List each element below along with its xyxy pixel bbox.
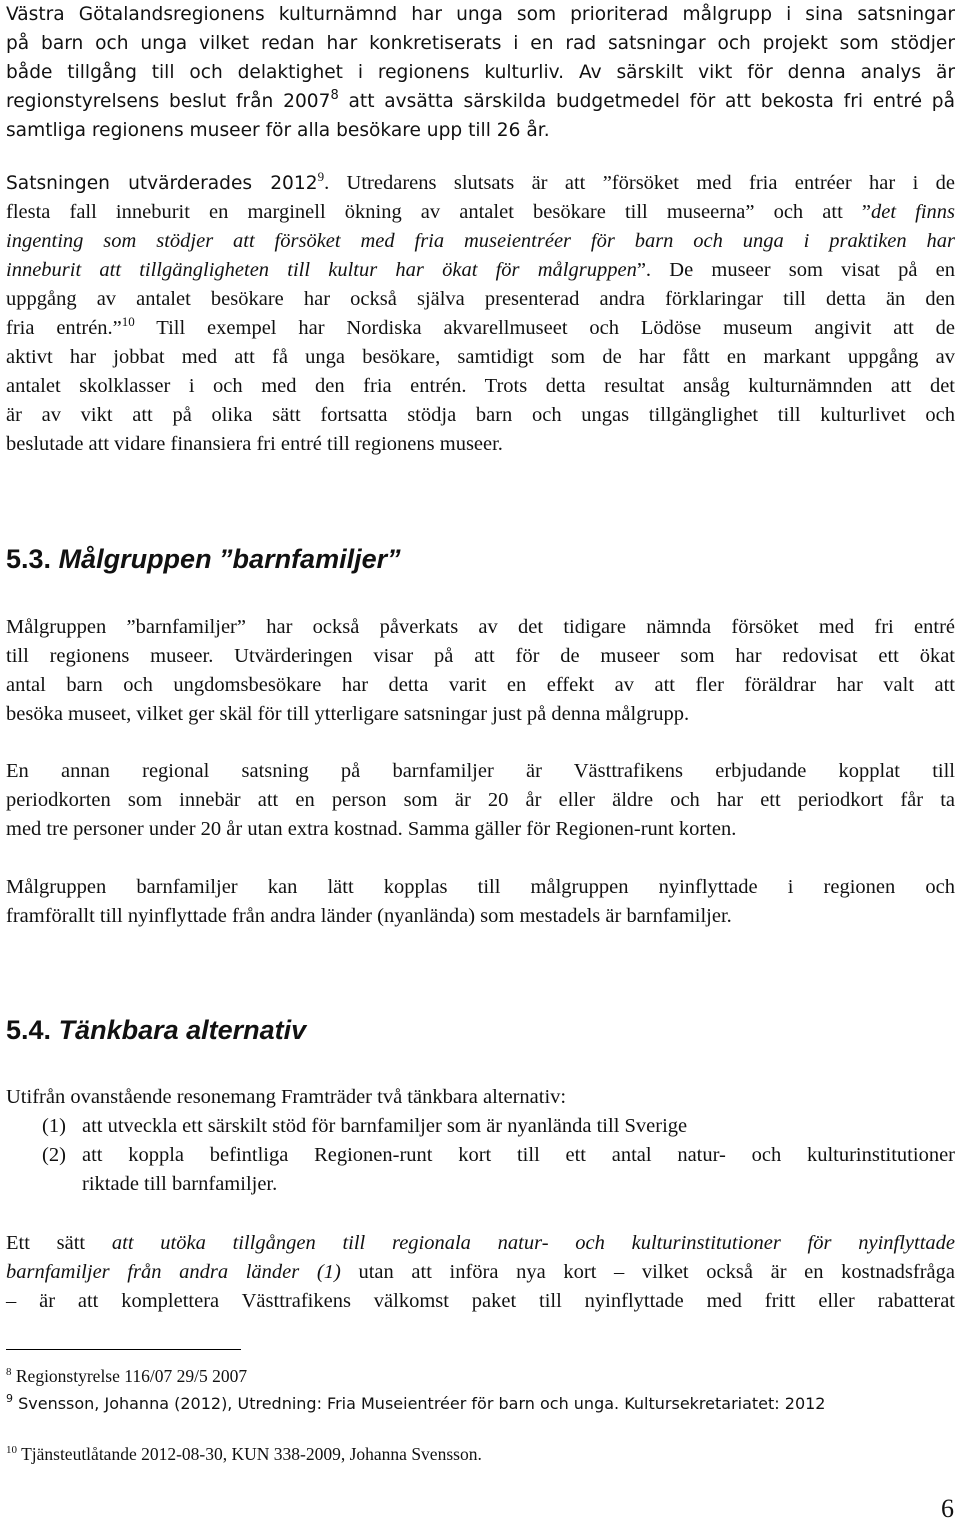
paragraph-ett-satt [6, 1229, 955, 1316]
list-item: (1) att utveckla ett särskilt stöd för barnfamiljer som är nyanlända till Sverige [6, 1112, 955, 1141]
text-line: beslutade att vidare finansiera fri entré till regionens museer. [6, 433, 503, 455]
text-line: till regionens museer. Utvärderingen visar på att för de museer som har redovisat ett ökat [6, 645, 955, 667]
text-line: regionstyrelsens beslut från 2007$^8$ att avsätta särskilda budgetmedel för att bekosta fri entré på [6, 88, 955, 112]
text-line: antalet skolklasser i och med den fria entrén. Trots detta resultat ansåg kulturnämnden att det [6, 375, 955, 397]
text-line: Målgruppen ”barnfamiljer” har också påverkats av det tidigare nämnda försöket med fri entré [6, 616, 955, 638]
text-line: Utifrån ovanstående resonemang Framträder två tänkbara alternativ: [6, 1086, 567, 1108]
text-line: Västra Götalandsregionens kulturnämnd har unga som prioriterad målgrupp i sina satsningar [6, 4, 955, 25]
paragraph-vasttrafik [6, 757, 955, 844]
text-line: ingenting som stödjer att försöket med fria museientréer för barn och unga i praktiken har [6, 230, 955, 252]
text-line: antal barn och ungdomsbesökare har detta varit en effekt av att fler föräldrar har valt att [6, 674, 955, 696]
footnote-ref: 10 [121, 314, 135, 329]
footnote-ref: 9 [317, 169, 325, 184]
paragraph-alternativ-intro [6, 1083, 955, 1112]
text-line: på barn och unga vilket redan har konkretiserats i en rad satsningar och projekt som stödjer [6, 33, 955, 54]
paragraph-utvardering [6, 169, 955, 459]
page-number: 6 [941, 1494, 954, 1523]
footnote-8: $^8$ Regionstyrelse 116/07 29/5 2007 [6, 1366, 248, 1386]
text-line: Målgruppen barnfamiljer kan lätt kopplas till målgruppen nyinflyttade i regionen och [6, 876, 955, 898]
text-line: En annan regional satsning på barnfamiljer är Västtrafikens erbjudande kopplat till [6, 760, 955, 782]
text-line: flesta fall inneburit en marginell ökning av antalet besökare till museerna” och att ”det finns [6, 201, 955, 223]
list-marker: (2) [42, 1144, 66, 1166]
section-heading-5-4: 5.4. Tänkbara alternativ [6, 1015, 307, 1045]
text-line: barnfamiljer från andra länder (1) utan att införa nya kort – vilket också är en kostnadsfråga [6, 1261, 956, 1283]
text-line: – är att komplettera Västtrafikens välkomst paket till nyinflyttade med fritt eller rabatterat [6, 1290, 955, 1312]
list-item: (2) att koppla befintliga Regionen-runt kort till ett antal natur- och kulturinstitutioner riktade till barnfamiljer. [6, 1141, 955, 1199]
footnote-10: $^{10}$ Tjänsteutlåtande 2012-08-30, KUN 338-2009, Johanna Svensson. [6, 1444, 482, 1464]
paragraph-kulturnamnd [6, 0, 955, 145]
text-line: framförallt till nyinflyttade från andra länder (nyanlända) som mestadels är barnfamiljer. [6, 905, 732, 927]
text-line: periodkorten som innebär att en person som är 20 år eller äldre och har ett periodkort får ta [6, 789, 955, 811]
text-line: både tillgång till och delaktighet i regionens kulturliv. Av särskilt vikt för denna analys är [6, 62, 956, 83]
footnote-ref: 8 [330, 88, 339, 103]
list-marker: (1) [42, 1115, 66, 1137]
paragraph-malgruppen [6, 613, 955, 729]
text-line: inneburit att tillgängligheten till kultur har ökat för målgruppen”. De museer som visat på en [6, 259, 955, 281]
section-heading-5-3: 5.3. Målgruppen ”barnfamiljer” [6, 544, 401, 574]
paragraph-nyinflyttade [6, 873, 955, 931]
text-line: aktivt har jobbat med att få unga besökare, samtidigt som de har fått en markant uppgång av [6, 346, 955, 368]
text-line: uppgång av antalet besökare har också själva presenterad andra förklaringar till detta än den [6, 288, 955, 310]
footnote-9: $^9$ Svensson, Johanna (2012), Utredning: Fria Museientréer för barn och unga. Kultursekretariatet: 2012 [6, 1392, 826, 1413]
text-line: med tre personer under 20 år utan extra kostnad. Samma gäller för Regionen-runt korten. [6, 818, 737, 840]
alternatives-list [6, 1112, 955, 1199]
footnote-separator [6, 1349, 241, 1350]
text-line: besöka museet, vilket ger skäl för till ytterligare satsningar just på denna målgrupp. [6, 703, 690, 725]
text-line: Satsningen utvärderades 2012$^9$. Utredarens slutsats är att ”försöket med fria entréer har i de [6, 169, 955, 194]
text-line: samtliga regionens museer för alla besökare upp till 26 år. [6, 120, 550, 141]
text-line: fria entrén.”$^{10}$ Till exempel har Nordiska akvarellmuseet och Lödöse museum angivit att de [6, 314, 955, 339]
text-line: är av vikt att på olika sätt fortsatta stödja barn och ungas tillgänglighet till kulturlivet och [6, 404, 955, 426]
text-line: Ett sätt att utöka tillgången till regionala natur- och kulturinstitutioner för nyinflyttade [6, 1232, 956, 1254]
